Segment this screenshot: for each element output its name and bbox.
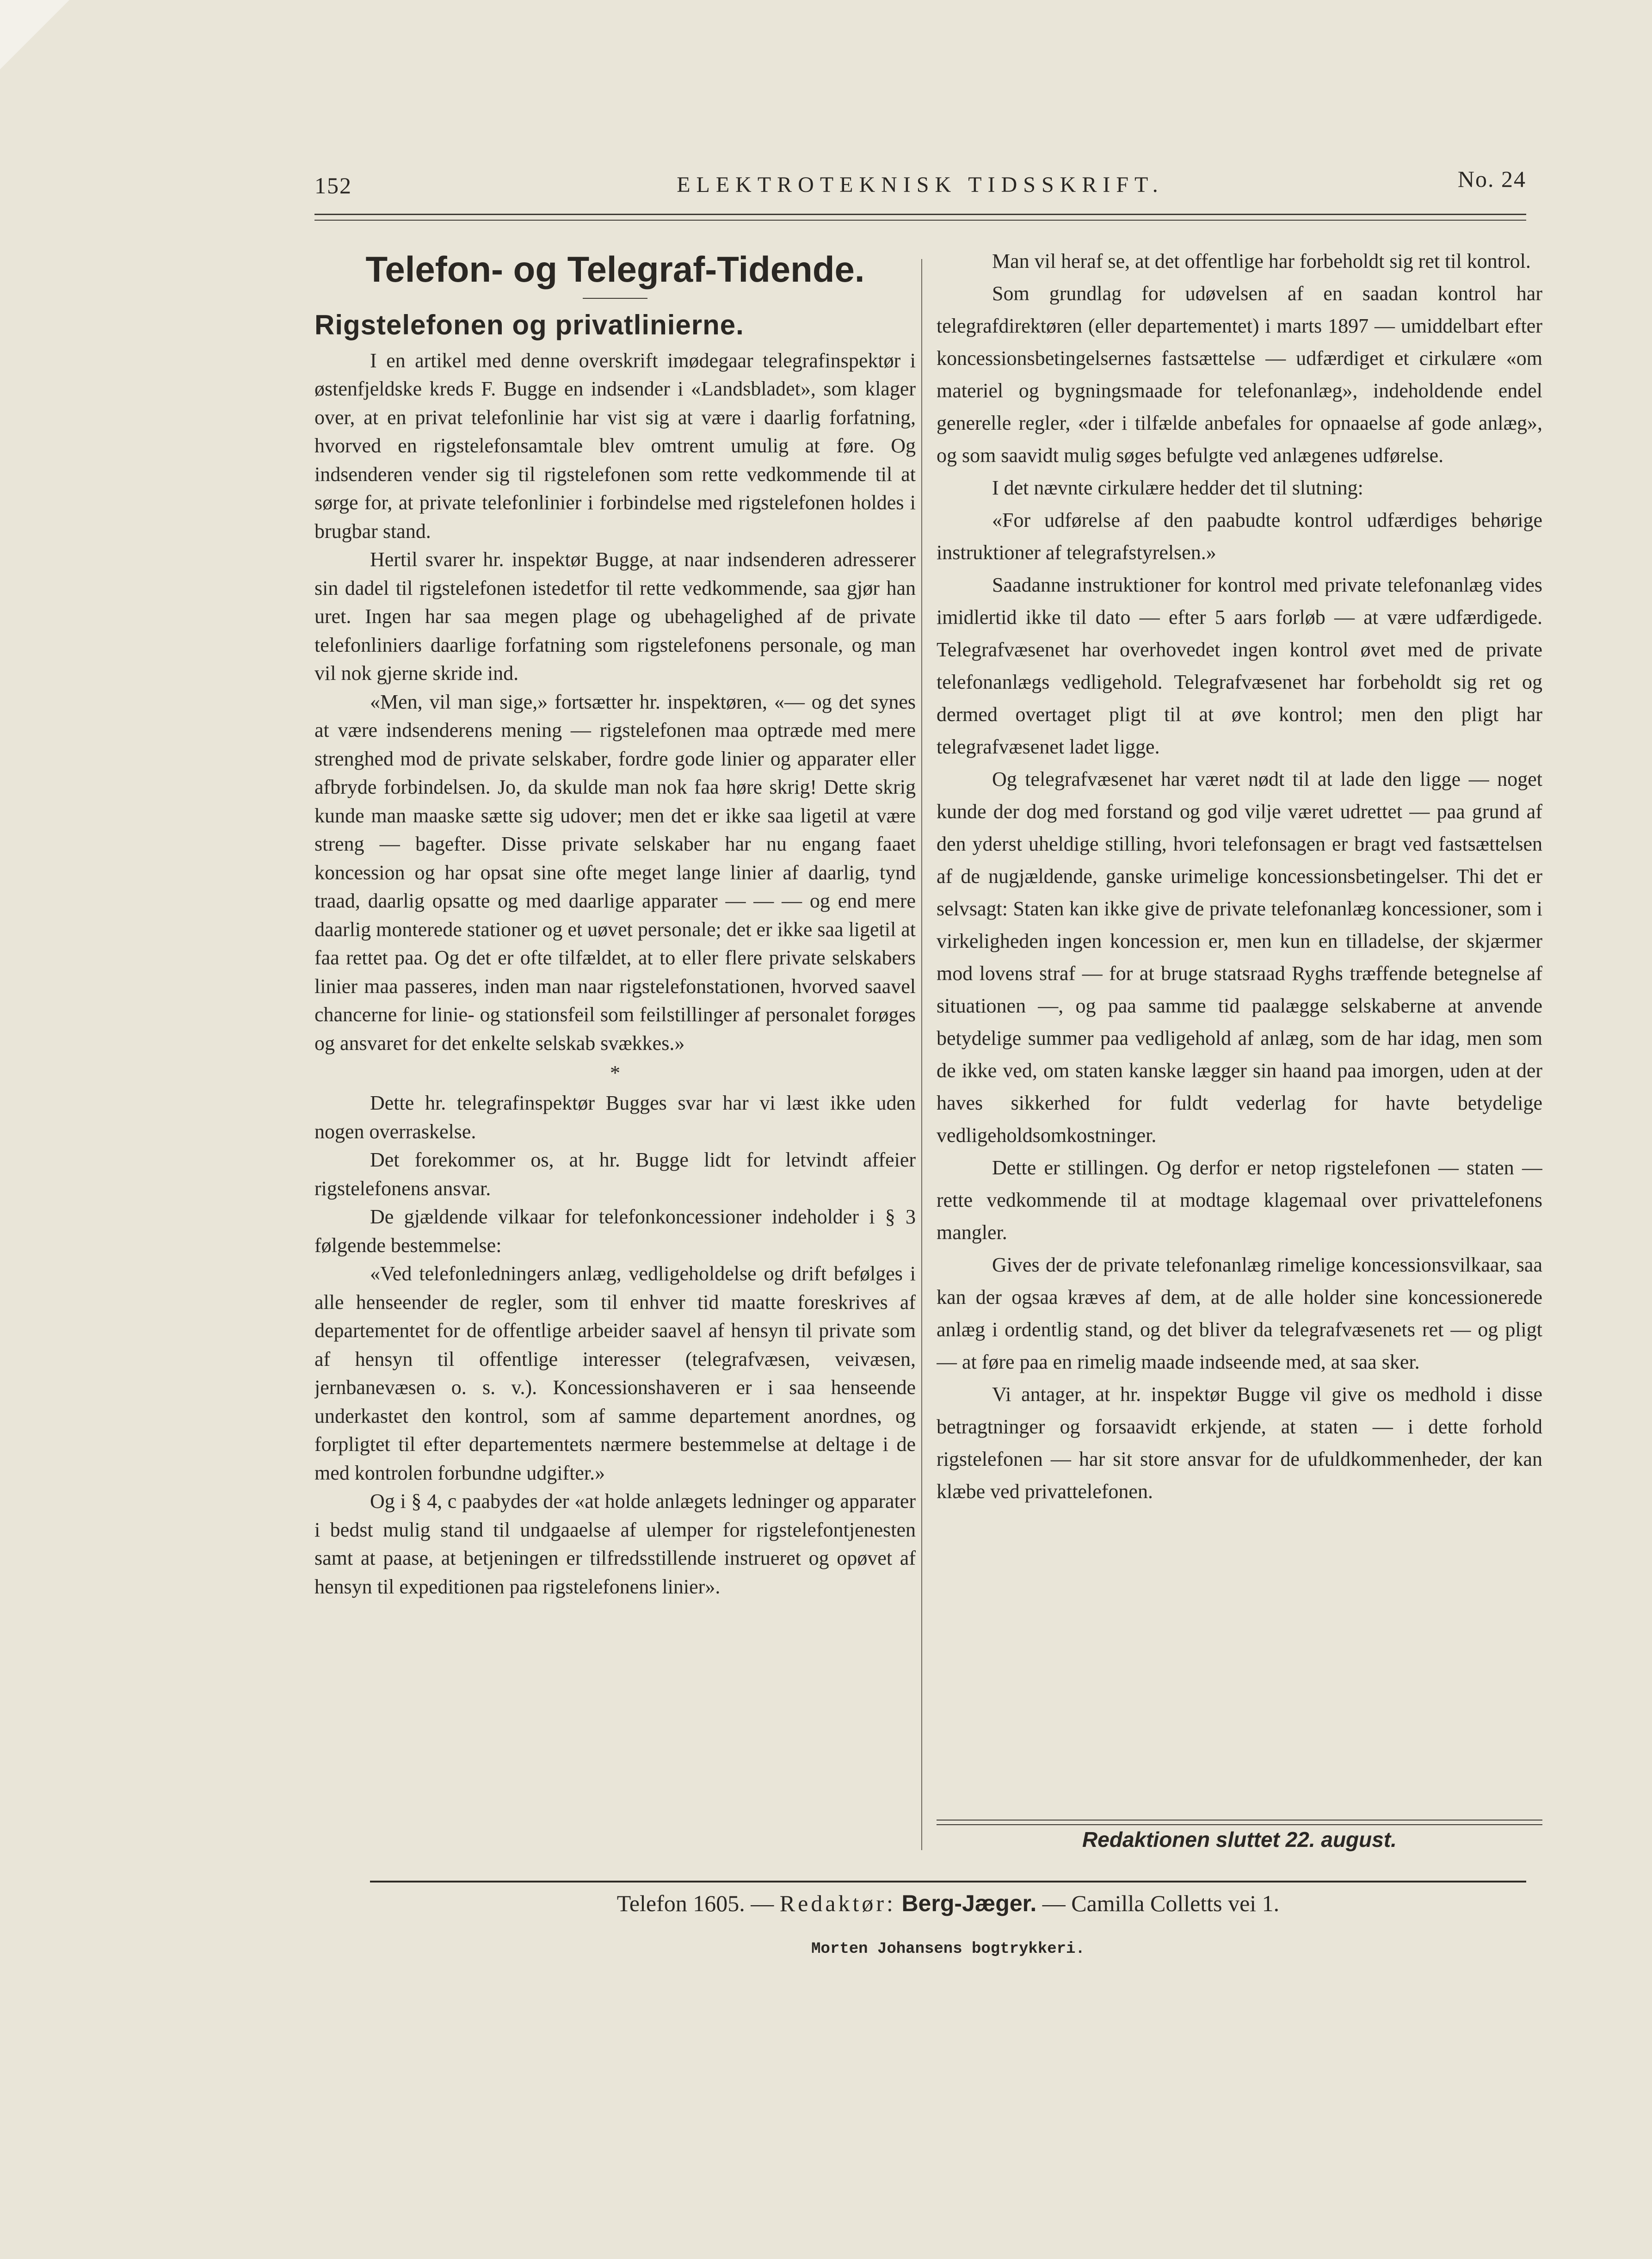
paragraph: Det forekommer os, at hr. Bugge lidt for letvindt affeier rigstelefonens ansvar. (314, 1148, 916, 1200)
paragraph: Dette hr. telegrafinspektør Bugges svar har vi læst ikke uden nogen overraskelse. (314, 1092, 916, 1143)
closing-note: Redaktionen sluttet 22. august. (1082, 1827, 1397, 1852)
page-number: 152 (314, 173, 352, 198)
paragraph: I det nævnte cirkulære hedder det til slutning: (992, 476, 1363, 499)
closing-rule (937, 1820, 1542, 1825)
paragraph: Saadanne instruktioner for kontrol med private telefonanlæg vides imidlertid ikke til dato — efter 5 aars forløb — at være udfærdigede. Telegrafvæsenet har overhovedet ingen kontrol øvet med de private telefonanlægs vedligehold. Telegrafvæsenet har forbeholdt sig ret og dermed overtaget pligt til at øve kontrol; men den pligt har telegrafvæsenet ladet ligge. (937, 574, 1542, 758)
issue-number: No. 24 (1457, 166, 1526, 192)
paragraph: I en artikel med denne overskrift imødegaar telegrafinspektør i østenfjeldske kreds F. Bugge en indsender i «Landsbladet», som klager over, at en privat telefonlinie har vist sig at være i daarlig forfatning, hvorved en rigstelefonsamtale blev omtrent umulig at føre. Og indsenderen vender sig til rigstelefonen som rette vedkommende til at sørge for, at private telefonlinier i forbindelse med rigstelefonen holdes i brugbar stand. (314, 349, 916, 543)
paragraph: Hertil svarer hr. inspektør Bugge, at naar indsenderen adresserer sin dadel til rigstelefonen istedetfor til rette vedkommende, saa gjør han uret. Ingen har saa megen plage og ubehagelighed af de private telefonliniers daarlige forfatning som rigstelefonens personale, og man vil nok gjerne skride ind. (314, 548, 916, 685)
paragraph: «For udførelse af den paabudte kontrol udfærdiges behørige instruktioner af telegrafstyrelsen.» (937, 509, 1542, 564)
paragraph: Vi antager, at hr. inspektør Bugge vil give os medhold i disse betragtninger og forsaavidt erkjende, at staten — i dette forhold rigstelefonen — har sit store ansvar for de ufuldkommenheder, der kan klæbe ved privattelefonen. (937, 1383, 1542, 1503)
paragraph: Gives der de private telefonanlæg rimelige koncessionsvilkaar, saa kan der ogsaa kræves af dem, at de alle holder sine koncessionerede anlæg i ordentlig stand, og det bliver da telegrafvæsenets ret — og pligt — at føre paa en rimelig maade indseende med, at saa sker. (937, 1253, 1542, 1373)
column-divider (921, 259, 922, 1850)
printer-credit: Morten Johansens bogtrykkeri. (811, 1940, 1085, 1958)
header-rule (314, 214, 1526, 221)
paragraph: De gjældende vilkaar for telefonkoncessioner indeholder i § 3 følgende bestemmelse: (314, 1205, 916, 1257)
paragraph: Og telegrafvæsenet har været nødt til at lade den ligge — noget kunde der dog med forstand og god vilje været udrettet — paa grund af den yderst uheldige stilling, hvori telefonsagen er bragt ved fastsættelsen af de nugjældende, ganske urimelige koncessionsbetingelser. Thi det er selvsagt: Staten kan ikke give de private telefonanlæg koncessioner, som i virkeligheden ingen koncession er, men kun en tilladelse, der skjærmer mod lovens straf — for at bruge statsraad Ryghs træffende betegnelse af situationen —, og paa samme tid paalægge selskaberne at anvende betydelige summer paa vedligehold af anlæg, som de har idag, men som de ikke ved, om staten kanske lægger sin haand paa imorgen, uden at der haves sikkerhed for fuldt vederlag for havte betydelige vedligeholdsomkostninger. (937, 768, 1542, 1147)
section-separator: * (610, 1062, 620, 1085)
paragraph: «Men, vil man sige,» fortsætter hr. inspektøren, «— og det synes at være indsenderens mening — rigstelefonen maa optræde med mere strenghed mod de private selskaber, fordre gode linier og apparater eller afbryde forbindelsen. Jo, da skulde man nok faa høre skrig! Dette skrig kunde man maaske sætte sig udover; men det er ikke saa ligetil at være streng — bagefter. Disse private selskaber har nu engang faaet koncession og har opsat sine ofte meget lange linier af daarlig, tynd traad, daarlig opsatte og med daarlige apparater — — — og end mere daarlig monterede stationer og et uøvet personale; det er ikke saa ligetil at faa rettet paa. Og det er ofte tilfældet, at to eller flere private selskabers linier maa passeres, inden man naar rigstelefonstationen, hvorved saavel chancerne for linie- og stationsfeil som feilstillinger af personalet forøges og ansvaret for det enkelte selskab svækkes.» (314, 690, 916, 1055)
paragraph: «Ved telefonledningers anlæg, vedligeholdelse og drift befølges i alle henseender de regler, som til enhver tid maatte foreskrives af departementet for de offentlige arbeider saavel af hensyn til private som af hensyn til offentlige interesser (telegrafvæsen, veivæsen, jernbanevæsen o. s. v.). Koncessionshaveren er i saa henseende underkastet den kontrol, som af samme departement anordnes, og forpligtet til efter departementets nærmere bestemmelse at deltage i de med kontrolen forbundne udgifter.» (314, 1262, 916, 1484)
footer-editor-name: Berg-Jæger. (901, 1890, 1037, 1916)
journal-title: ELEKTROTEKNISK TIDSSKRIFT. (677, 173, 1164, 197)
paragraph: Man vil heraf se, at det offentlige har forbeholdt sig ret til kontrol. (992, 250, 1531, 272)
article-title: Rigstelefonen og privatlinierne. (314, 309, 744, 340)
left-column (314, 250, 916, 1873)
title-rule (583, 298, 647, 299)
footer-address: Camilla Colletts vei 1. (1071, 1890, 1280, 1916)
footer-imprint: Telefon 1605. — Redaktør: Berg-Jæger. — Camilla Colletts vei 1. (616, 1890, 1280, 1916)
section-title: Telefon- og Telegraf-Tidende. (365, 250, 865, 290)
paragraph: Dette er stillingen. Og derfor er netop rigstelefonen — staten — rette vedkommende til at modtage klagemaal over privattelefonens mangler. (937, 1156, 1542, 1244)
paragraph: Og i § 4, c paabydes der «at holde anlægets ledninger og apparater i bedst mulig stand til undgaaelse af ulemper for rigstelefontjenesten samt at paase, at betjeningen er tilfredsstillende instrueret og opøvet af hensyn til expeditionen paa rigstelefonens linier». (314, 1490, 916, 1598)
footer-editor-label: Redaktør: (779, 1890, 896, 1916)
page-corner-fold (0, 0, 69, 69)
paragraph: Som grundlag for udøvelsen af en saadan kontrol har telegrafdirektøren (eller departementet) i marts 1897 — umiddelbart efter koncessionsbetingelsernes fastsættelse — udfærdiget et cirkulære «om materiel og bygningsmaade for telefonanlæg», indeholdende endel generelle regler, «der i tilfælde anbefales for opnaaelse af gode anlæg», og som saavidt mulig søges befulgte ved anlægenes udførelse. (937, 282, 1542, 467)
footer-phone: Telefon 1605. (616, 1890, 745, 1916)
right-column (937, 245, 1542, 1845)
page-header (314, 166, 1526, 209)
footer-rule (370, 1881, 1526, 1882)
